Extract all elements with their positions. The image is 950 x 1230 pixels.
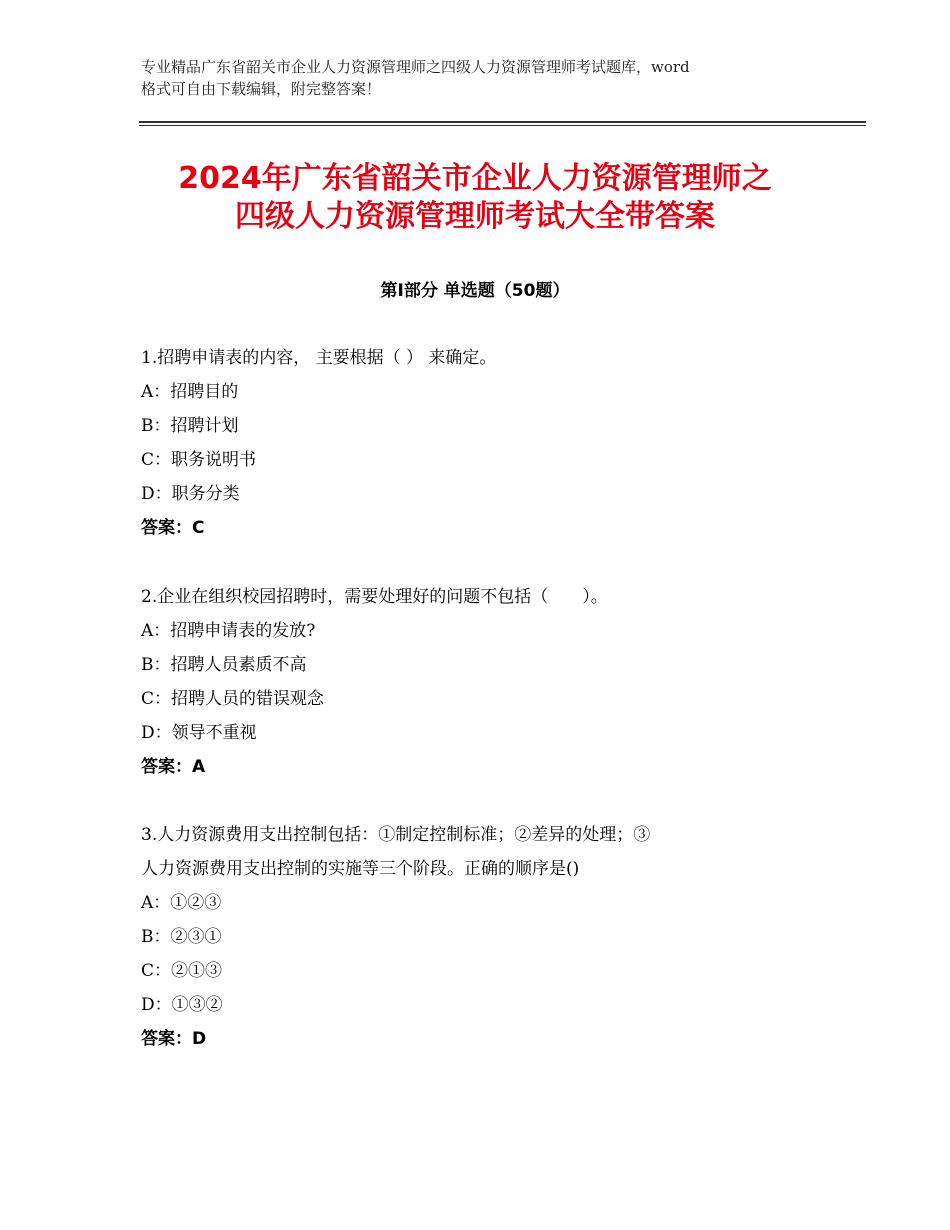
- answer: 答案：A: [141, 757, 206, 777]
- option-c: C：职务说明书: [141, 450, 257, 470]
- page-title: [0, 160, 950, 236]
- question-block: [141, 580, 821, 784]
- page-title-line: 2024年广东省韶关市企业人力资源管理师之: [178, 161, 772, 196]
- question-block: [141, 818, 821, 1056]
- option-b: B：②③①: [141, 927, 222, 947]
- header-rule-thick: [139, 121, 866, 123]
- option-d: D：领导不重视: [141, 723, 257, 743]
- option-c: C：②①③: [141, 961, 223, 981]
- option-d: D：①③②: [141, 995, 223, 1015]
- section-heading: 第Ⅰ部分 单选题（50题）: [380, 281, 570, 301]
- answer: 答案：D: [141, 1029, 207, 1049]
- header-rule-thin: [139, 125, 866, 126]
- question-stem: 1.招聘申请表的内容， 主要根据（ ） 来确定。: [141, 348, 497, 368]
- header-note: [141, 56, 821, 100]
- option-b: B：招聘计划: [141, 416, 239, 436]
- option-a: A：招聘目的: [141, 382, 239, 402]
- option-a: A：①②③: [141, 893, 222, 913]
- option-b: B：招聘人员素质不高: [141, 655, 307, 675]
- page-title-line: 四级人力资源管理师考试大全带答案: [235, 199, 715, 234]
- option-a: A：招聘申请表的发放?: [141, 621, 316, 641]
- question-stem: 2.企业在组织校园招聘时，需要处理好的问题不包括（ ）。: [141, 587, 608, 607]
- header-note-line: 格式可自由下载编辑，附完整答案！: [141, 80, 382, 98]
- answer: 答案：C: [141, 518, 205, 538]
- option-c: C：招聘人员的错误观念: [141, 689, 325, 709]
- question-block: [141, 341, 821, 545]
- header-note-line: 专业精品广东省韶关市企业人力资源管理师之四级人力资源管理师考试题库，word: [141, 58, 690, 76]
- option-d: D：职务分类: [141, 484, 240, 504]
- question-stem: 3.人力资源费用支出控制包括：①制定控制标准；②差异的处理；③: [141, 825, 651, 845]
- question-stem-continued: 人力资源费用支出控制的实施等三个阶段。正确的顺序是(): [141, 859, 580, 879]
